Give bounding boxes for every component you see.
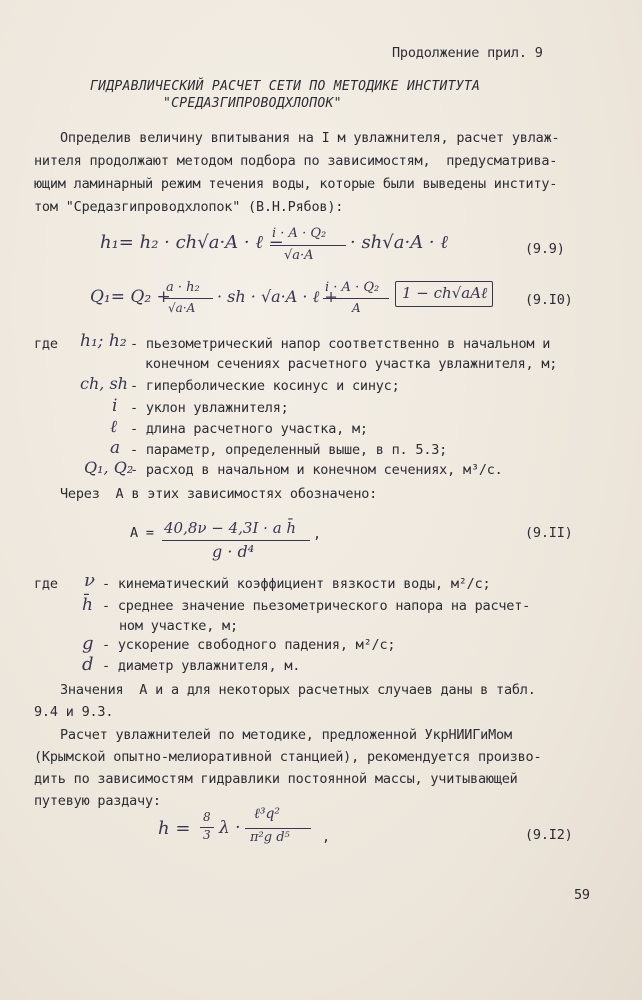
eq-9-9-rhs: · sh√a·A · ℓ <box>350 232 448 253</box>
def-d: - диаметр увлажнителя, м. <box>102 658 301 674</box>
symbol-l: ℓ <box>110 417 118 437</box>
eq-9-11-fraction-bar <box>162 540 310 541</box>
def-i: - уклон увлажнителя; <box>130 400 289 416</box>
eq-9-12-frac2-numerator: ℓ³q² <box>254 806 281 822</box>
symbol-a: a <box>110 438 121 458</box>
eq-9-11-denominator: g · d⁴ <box>212 542 255 561</box>
title-line-1: ГИДРАВЛИЧЕСКИЙ РАСЧЕТ СЕТИ ПО МЕТОДИКЕ ИНСТИТУТА <box>90 79 481 94</box>
eq-9-10-bracket-content: 1 − ch√aAℓ <box>402 284 488 302</box>
method-line-4: путевую раздачу: <box>34 793 161 809</box>
def-a: - параметр, определенный выше, в п. 5.3; <box>130 442 448 458</box>
eq-9-10-fraction1-bar <box>163 298 213 299</box>
eq-9-10-frac2-numerator: i · A · Q₂ <box>325 280 380 295</box>
where-label-2: где <box>34 576 58 592</box>
intro-line-1: Определив величину впитывания на I м увлажнителя, расчет увлаж- <box>60 130 560 146</box>
eq-9-12-fraction2-bar <box>245 828 311 829</box>
eq-9-9-number: (9.9) <box>525 241 565 257</box>
eq-9-10-fraction2-bar <box>323 298 389 299</box>
def-h-bar-cont: ном участке, м; <box>119 618 238 634</box>
eq-9-11-comma: , <box>313 526 321 542</box>
method-line-2: (Крымской опытно-мелиоративной станцией), рекомендуется произво- <box>34 749 542 765</box>
intro-line-3: ющим ламинарный режим течения воды, которые были выведены институ- <box>34 176 558 192</box>
eq-9-12-frac-numerator: 8 <box>203 810 211 824</box>
eq-9-9-lhs: h₁= h₂ · ch√a·A · ℓ − <box>100 232 284 253</box>
intro-line-4: том "Средазгипроводхлопок" (В.Н.Рябов): <box>34 199 344 215</box>
intro-line-2: нителя продолжают методом подбора по зависимостям, предусматрива- <box>34 153 558 169</box>
title-line-2: "СРЕДАЗГИПРОВОДХЛОПОК" <box>163 96 342 111</box>
eq-9-12-frac2-denominator: π²g d⁵ <box>250 830 290 845</box>
def-h-bar: - среднее значение пьезометрического напора на расчет- <box>102 598 531 614</box>
symbol-i: i <box>112 396 118 416</box>
symbol-nu: ν <box>84 570 95 591</box>
eq-9-10-frac1-numerator: a · h₂ <box>166 280 200 295</box>
eq-9-12-number: (9.I2) <box>525 827 573 843</box>
def-h1-h2-cont: конечном сечениях расчетного участка увлажнителя, м; <box>145 356 558 372</box>
def-q1-q2: - расход в начальном и конечном сечениях, м³/с. <box>130 462 503 478</box>
def-ch-sh: - гиперболические косинус и синус; <box>130 378 400 394</box>
symbol-h-bar: h̄ <box>82 595 93 615</box>
eq-9-10-frac1-denominator: √a·A <box>168 301 196 315</box>
eq-9-11-number: (9.II) <box>525 525 573 541</box>
eq-9-9-frac-numerator: i · A · Q₂ <box>272 226 327 241</box>
eq-9-12-lhs: h = <box>158 818 191 839</box>
eq-9-11-numerator: 40,8ν − 4,3I · a h̄ <box>164 519 297 537</box>
eq-9-9-frac-denominator: √a·A <box>284 248 314 263</box>
eq-9-12-comma: , <box>322 829 330 845</box>
method-line-3: дить по зависимостям гидравлики постоянной массы, учитывающей <box>34 771 518 787</box>
values-line-1: Значения А и а для некоторых расчетных случаев даны в табл. <box>60 682 536 698</box>
through-a-line: Через А в этих зависимостях обозначено: <box>60 486 378 502</box>
eq-9-10-middle: · sh · √a·A · ℓ + <box>217 287 338 306</box>
eq-9-11-lhs: A = <box>130 525 154 541</box>
def-g: - ускорение свободного падения, м²/с; <box>102 637 396 653</box>
method-line-1: Расчет увлажнителей по методике, предложенной УкрНИИГиМом <box>60 727 512 743</box>
eq-9-10-lhs: Q₁= Q₂ + <box>90 287 171 307</box>
symbol-h1-h2: h₁; h₂ <box>80 331 127 351</box>
values-line-2: 9.4 и 9.3. <box>34 704 114 720</box>
symbol-q1-q2: Q₁, Q₂ <box>84 458 134 477</box>
where-label-1: где <box>34 336 58 352</box>
symbol-ch-sh: ch, sh <box>80 374 128 393</box>
def-nu: - кинематический коэффициент вязкости воды, м²/с; <box>102 576 491 592</box>
eq-9-9-fraction-bar <box>270 245 346 246</box>
symbol-d: d <box>82 654 94 675</box>
page-number: 59 <box>574 887 590 903</box>
def-l: - длина расчетного участка, м; <box>130 421 368 437</box>
def-h1-h2: - пьезометрический напор соответственно в начальном и <box>130 336 551 352</box>
eq-9-12-lambda: λ · <box>219 818 241 838</box>
continuation-header: Продолжение прил. 9 <box>392 45 543 61</box>
eq-9-12-frac-denominator: 3 <box>203 828 211 842</box>
symbol-g: g <box>82 633 94 654</box>
eq-9-10-number: (9.I0) <box>525 292 573 308</box>
eq-9-10-frac2-denominator: A <box>352 301 361 315</box>
